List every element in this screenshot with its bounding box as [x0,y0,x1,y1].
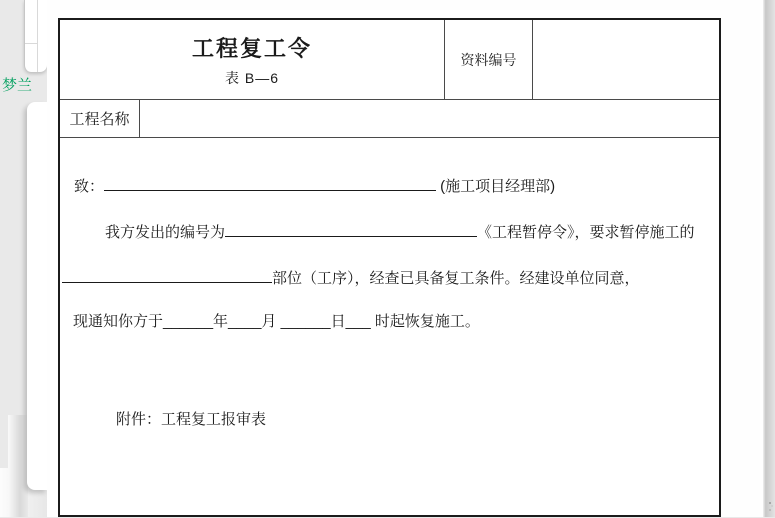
order-prefix-text: 我方发出的编号为 [105,224,226,241]
form-subtitle: 表 B—6 [224,70,279,86]
order-suffix-text: 《工程暂停令》，要求暂停施工的 [477,224,695,241]
notice-line-to [74,175,555,197]
side-panel-edge [27,102,48,490]
form-title: 工程复工令 [191,36,312,61]
to-prefix-text: 致： [74,178,105,195]
scrollbar-divider-line [37,0,38,72]
section-suffix-text: 部位（工序），经查已具备复工条件。经建设单位同意， [272,270,640,287]
background-link-text[interactable]: 梦兰 [2,77,33,94]
desktop-right-strip [763,0,775,517]
render-artifact [768,501,774,513]
panel-left-shadow [8,415,28,517]
doc-number-value-cell [533,20,719,99]
project-name-label: 工程名称 [60,100,140,137]
to-blank-line [104,175,436,191]
doc-number-label: 资料编号 [445,20,533,99]
notice-line-order [105,221,695,243]
scrollbar-section-line [25,43,37,44]
scrollbar-strip[interactable] [24,0,47,72]
section-blank-line [62,267,272,283]
form-table [58,18,721,517]
form-body-cell [60,138,719,518]
notice-line-section [62,267,640,289]
notice-line-date: 现通知你方于______年____月 ______日___ 时起恢复施工。 [73,313,480,330]
project-name-value-cell [140,100,719,137]
project-name-row [60,100,719,138]
form-title-cell [60,20,445,99]
order-blank-line [225,221,477,237]
attachment-line: 附件：工程复工报审表 [116,411,267,428]
form-header-row [60,20,719,100]
document-page [47,0,763,517]
to-suffix-text: (施工项目经理部) [436,178,556,195]
